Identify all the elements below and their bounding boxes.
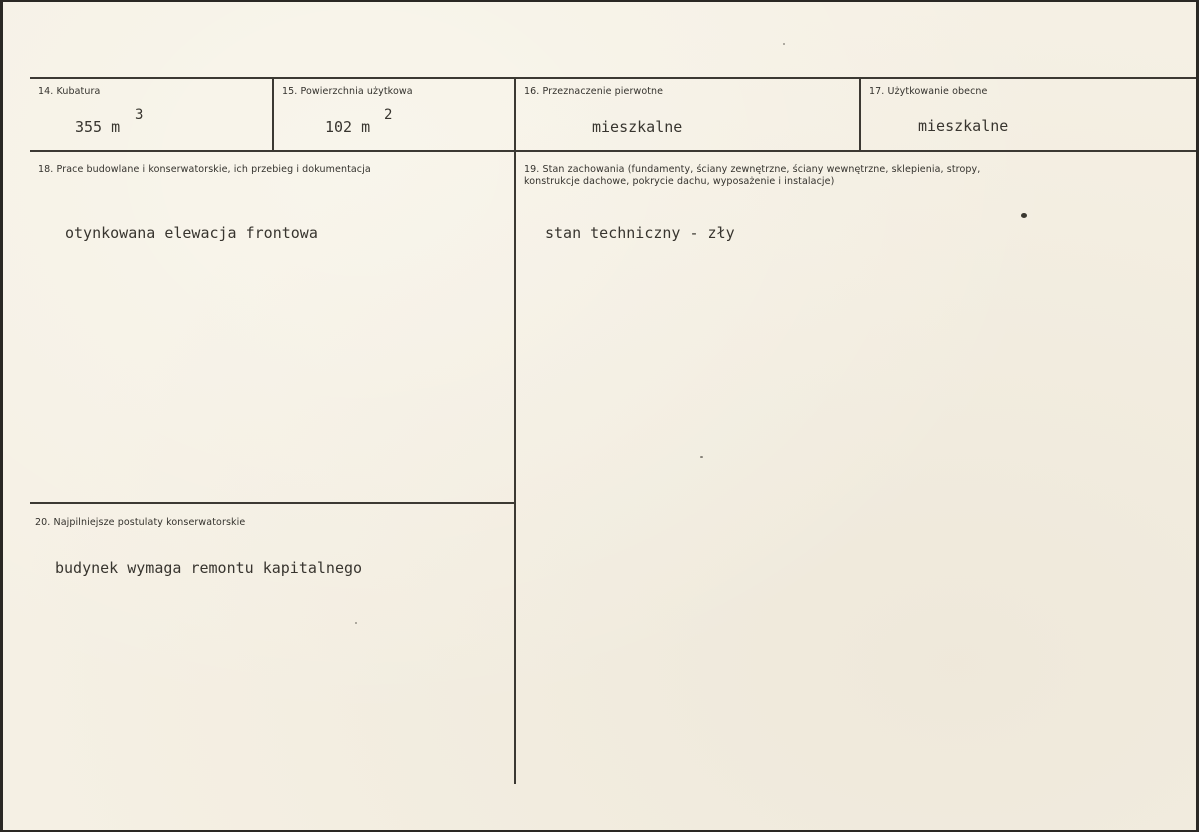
ink-speck [700, 456, 703, 458]
section-rule [30, 502, 514, 504]
field-14-value: 355 m [75, 118, 121, 136]
divider-14-15 [272, 78, 274, 151]
record-card [3, 2, 1196, 830]
top-rule [30, 77, 1196, 79]
field-15-value: 102 m [325, 118, 371, 136]
field-15-label: 15. Powierzchnia użytkowa [282, 86, 413, 97]
row-rule [30, 150, 1196, 152]
field-17-label: 17. Użytkowanie obecne [869, 86, 988, 97]
field-16-label: 16. Przeznaczenie pierwotne [524, 86, 664, 97]
field-16-value: mieszkalne [592, 118, 683, 136]
field-14-superscript: 3 [135, 107, 144, 123]
field-14-label: 14. Kubatura [38, 86, 101, 97]
ink-speck [355, 622, 357, 624]
field-20-value: budynek wymaga remontu kapitalnego [55, 559, 363, 577]
ink-speck [1021, 213, 1027, 218]
field-19-label: 19. Stan zachowania (fundamenty, ściany zewnętrzne, ściany wewnętrzne, sklepienia, stropy, konstrukcje dachowe, pokrycie dachu, wyposażenie i instalacje) [524, 164, 981, 187]
field-18-value: otynkowana elewacja frontowa [65, 224, 318, 242]
ink-speck [783, 43, 785, 45]
divider-main [514, 78, 516, 784]
field-15-superscript: 2 [384, 107, 393, 123]
field-18-label: 18. Prace budowlane i konserwatorskie, ich przebieg i dokumentacja [38, 164, 371, 175]
field-19-value: stan techniczny - zły [545, 224, 735, 242]
field-20-label: 20. Najpilniejsze postulaty konserwatorskie [35, 517, 246, 528]
field-17-value: mieszkalne [918, 117, 1009, 135]
divider-16-17 [859, 78, 861, 151]
